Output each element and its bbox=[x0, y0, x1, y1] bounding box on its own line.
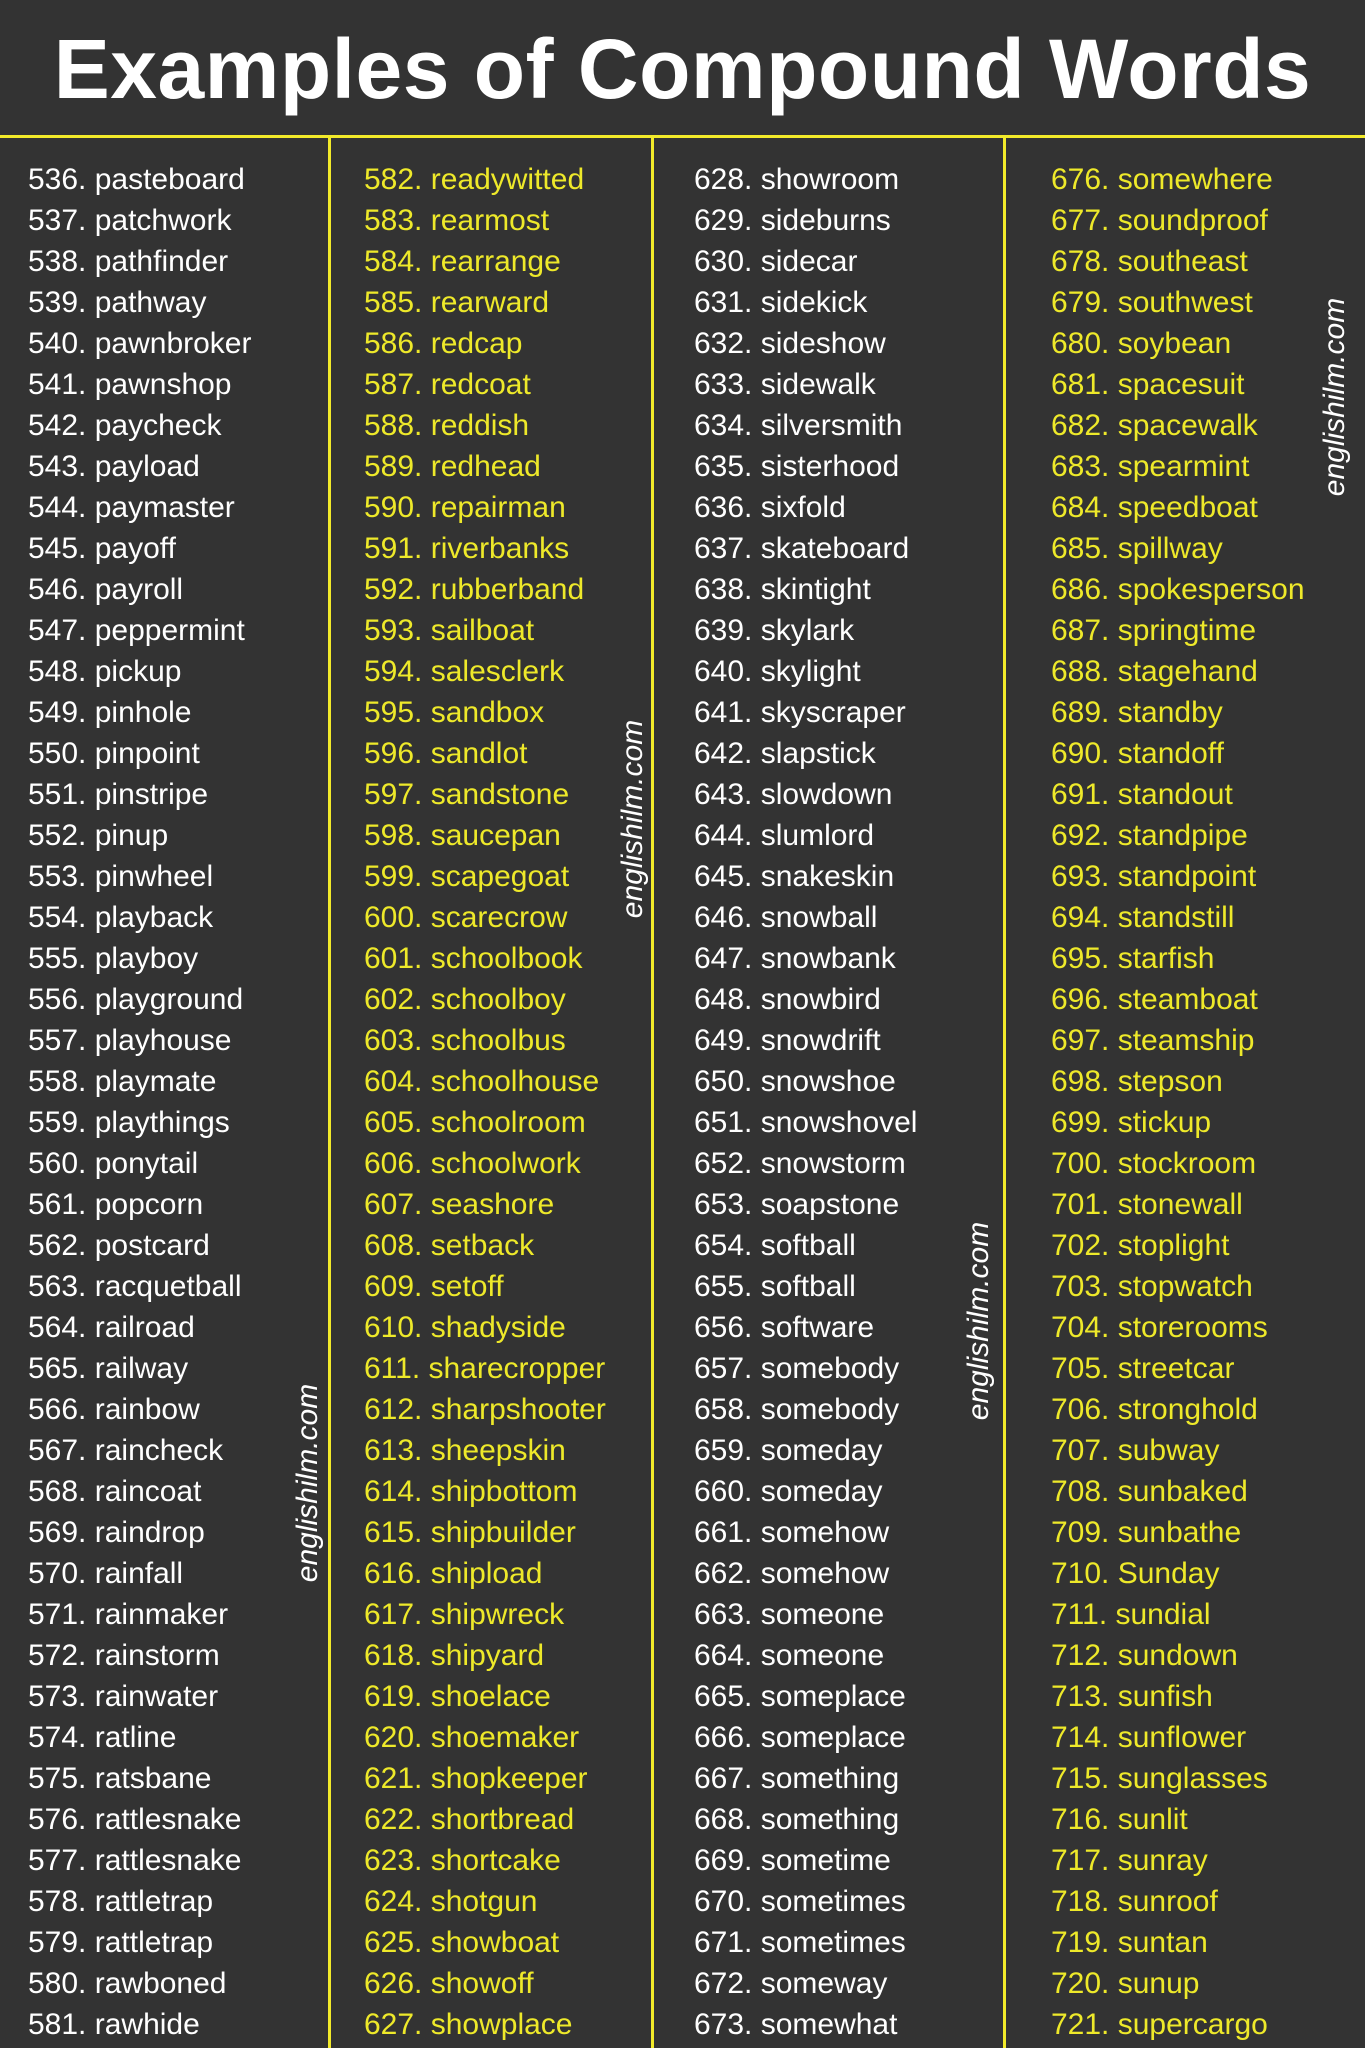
word-list-item: 688. stagehand bbox=[1051, 655, 1258, 688]
word-list-item: 623. shortcake bbox=[364, 1844, 561, 1877]
word-list-item: 684. speedboat bbox=[1051, 491, 1258, 524]
word-list-item: 559. playthings bbox=[28, 1106, 230, 1139]
word-list-item: 558. playmate bbox=[28, 1065, 217, 1098]
word-list-item: 635. sisterhood bbox=[694, 450, 900, 483]
word-list-item: 686. spokesperson bbox=[1051, 573, 1305, 606]
word-list-item: 548. pickup bbox=[28, 655, 182, 688]
word-list-item: 617. shipwreck bbox=[364, 1598, 565, 1631]
word-list-item: 588. reddish bbox=[364, 409, 530, 442]
word-list-item: 704. storerooms bbox=[1051, 1311, 1268, 1344]
word-list-item: 714. sunflower bbox=[1051, 1721, 1247, 1754]
word-list-item: 650. snowshoe bbox=[694, 1065, 896, 1098]
word-list-item: 580. rawboned bbox=[28, 1967, 227, 2000]
word-list-item: 707. subway bbox=[1051, 1434, 1220, 1467]
word-list-item: 660. someday bbox=[694, 1475, 883, 1508]
word-list-item: 605. schoolroom bbox=[364, 1106, 586, 1139]
watermark-text: englishilm.com bbox=[291, 1383, 324, 1583]
word-list-item: 656. software bbox=[694, 1311, 875, 1344]
word-list-item: 555. playboy bbox=[28, 942, 199, 975]
word-list-item: 679. southwest bbox=[1051, 286, 1253, 319]
word-list-item: 720. sunup bbox=[1051, 1967, 1200, 2000]
word-list-item: 706. stronghold bbox=[1051, 1393, 1258, 1426]
word-list-item: 618. shipyard bbox=[364, 1639, 545, 1672]
word-list-item: 689. standby bbox=[1051, 696, 1223, 729]
word-list-item: 568. raincoat bbox=[28, 1475, 202, 1508]
word-list-item: 549. pinhole bbox=[28, 696, 192, 729]
word-list-item: 718. sunroof bbox=[1051, 1885, 1218, 1918]
watermark-text: englishilm.com bbox=[1318, 297, 1351, 497]
word-list-item: 608. setback bbox=[364, 1229, 535, 1262]
word-list-item: 578. rattletrap bbox=[28, 1885, 214, 1918]
word-list-item: 587. redcoat bbox=[364, 368, 531, 401]
word-list-item: 556. playground bbox=[28, 983, 244, 1016]
word-list-item: 671. sometimes bbox=[694, 1926, 906, 1959]
word-list-item: 692. standpipe bbox=[1051, 819, 1248, 852]
word-list-item: 699. stickup bbox=[1051, 1106, 1212, 1139]
word-list-item: 634. silversmith bbox=[694, 409, 903, 442]
word-list-item: 643. slowdown bbox=[694, 778, 893, 811]
word-list-item: 663. someone bbox=[694, 1598, 885, 1631]
word-list-item: 581. rawhide bbox=[28, 2008, 200, 2041]
word-list-item: 667. something bbox=[694, 1762, 900, 1795]
word-list-item: 575. ratsbane bbox=[28, 1762, 212, 1795]
word-list-item: 612. sharpshooter bbox=[364, 1393, 606, 1426]
word-list-item: 572. rainstorm bbox=[28, 1639, 220, 1672]
word-list-item: 687. springtime bbox=[1051, 614, 1257, 647]
word-list-item: 685. spillway bbox=[1051, 532, 1223, 565]
word-list-item: 702. stoplight bbox=[1051, 1229, 1230, 1262]
word-list-item: 658. somebody bbox=[694, 1393, 900, 1426]
word-list-item: 690. standoff bbox=[1051, 737, 1224, 770]
word-list-item: 721. supercargo bbox=[1051, 2008, 1268, 2041]
word-list-item: 621. shopkeeper bbox=[364, 1762, 588, 1795]
word-list-item: 586. redcap bbox=[364, 327, 523, 360]
word-list-item: 678. southeast bbox=[1051, 245, 1248, 278]
word-list-item: 553. pinwheel bbox=[28, 860, 214, 893]
word-list-item: 599. scapegoat bbox=[364, 860, 570, 893]
word-list-item: 657. somebody bbox=[694, 1352, 900, 1385]
word-list-item: 628. showroom bbox=[694, 163, 900, 196]
watermark-text: englishilm.com bbox=[962, 1221, 995, 1421]
word-list-item: 717. sunray bbox=[1051, 1844, 1208, 1877]
word-list-item: 566. rainbow bbox=[28, 1393, 200, 1426]
word-list-item: 711. sundial bbox=[1051, 1598, 1211, 1631]
word-list-item: 551. pinstripe bbox=[28, 778, 209, 811]
word-list-item: 715. sunglasses bbox=[1051, 1762, 1268, 1795]
word-column-1 bbox=[28, 159, 251, 2045]
word-list-item: 691. standout bbox=[1051, 778, 1233, 811]
word-list-item: 682. spacewalk bbox=[1051, 409, 1258, 442]
word-list-item: 600. scarecrow bbox=[364, 901, 568, 934]
word-list-item: 646. snowball bbox=[694, 901, 878, 934]
word-list-item: 630. sidecar bbox=[694, 245, 858, 278]
word-column-4 bbox=[1051, 159, 1305, 2045]
word-list-item: 597. sandstone bbox=[364, 778, 570, 811]
word-list-item: 622. shortbread bbox=[364, 1803, 575, 1836]
word-list-item: 716. sunlit bbox=[1051, 1803, 1188, 1836]
word-list-item: 648. snowbird bbox=[694, 983, 881, 1016]
word-list-item: 591. riverbanks bbox=[364, 532, 570, 565]
word-list-item: 629. sideburns bbox=[694, 204, 891, 237]
word-list-item: 640. skylight bbox=[694, 655, 861, 688]
word-list-item: 633. sidewalk bbox=[694, 368, 876, 401]
word-list-item: 606. schoolwork bbox=[364, 1147, 581, 1180]
word-list-item: 695. starfish bbox=[1051, 942, 1215, 975]
word-list-item: 563. racquetball bbox=[28, 1270, 242, 1303]
word-list-item: 585. rearward bbox=[364, 286, 550, 319]
word-list-item: 544. paymaster bbox=[28, 491, 235, 524]
watermark-text: englishilm.com bbox=[616, 719, 649, 919]
word-list-item: 590. repairman bbox=[364, 491, 566, 524]
word-list-item: 624. shotgun bbox=[364, 1885, 538, 1918]
word-list-item: 642. slapstick bbox=[694, 737, 876, 770]
word-list-item: 693. standpoint bbox=[1051, 860, 1257, 893]
title-divider bbox=[0, 135, 1365, 138]
word-list-item: 666. someplace bbox=[694, 1721, 906, 1754]
word-list-item: 626. showoff bbox=[364, 1967, 534, 2000]
word-list-item: 701. stonewall bbox=[1051, 1188, 1243, 1221]
word-list-item: 570. rainfall bbox=[28, 1557, 184, 1590]
word-list-item: 582. readywitted bbox=[364, 163, 585, 196]
word-list-item: 698. stepson bbox=[1051, 1065, 1223, 1098]
word-list-item: 676. somewhere bbox=[1051, 163, 1273, 196]
word-list-item: 583. rearmost bbox=[364, 204, 550, 237]
word-list-item: 651. snowshovel bbox=[694, 1106, 918, 1139]
word-list-item: 639. skylark bbox=[694, 614, 855, 647]
word-list-item: 598. saucepan bbox=[364, 819, 561, 852]
word-list-item: 594. salesclerk bbox=[364, 655, 565, 688]
word-list-item: 672. someway bbox=[694, 1967, 888, 2000]
word-list-item: 712. sundown bbox=[1051, 1639, 1238, 1672]
word-list-item: 709. sunbathe bbox=[1051, 1516, 1242, 1549]
word-list-item: 619. shoelace bbox=[364, 1680, 551, 1713]
word-list-item: 567. raincheck bbox=[28, 1434, 224, 1467]
word-list-item: 536. pasteboard bbox=[28, 163, 245, 196]
word-list-item: 713. sunfish bbox=[1051, 1680, 1213, 1713]
word-list-item: 645. snakeskin bbox=[694, 860, 895, 893]
word-list-item: 681. spacesuit bbox=[1051, 368, 1245, 401]
word-list-item: 627. showplace bbox=[364, 2008, 573, 2041]
word-list-item: 652. snowstorm bbox=[694, 1147, 906, 1180]
word-list-item: 592. rubberband bbox=[364, 573, 585, 606]
word-list-item: 538. pathfinder bbox=[28, 245, 229, 278]
word-list-item: 539. pathway bbox=[28, 286, 207, 319]
word-list-item: 607. seashore bbox=[364, 1188, 555, 1221]
page-title: Examples of Compound Words bbox=[53, 22, 1312, 116]
word-list-item: 569. raindrop bbox=[28, 1516, 205, 1549]
word-list-item: 577. rattlesnake bbox=[28, 1844, 242, 1877]
word-list-item: 694. standstill bbox=[1051, 901, 1235, 934]
word-list-item: 677. soundproof bbox=[1051, 204, 1268, 237]
word-list-item: 565. railway bbox=[28, 1352, 189, 1385]
word-list-item: 632. sideshow bbox=[694, 327, 886, 360]
word-list-item: 655. softball bbox=[694, 1270, 856, 1303]
word-list-item: 662. somehow bbox=[694, 1557, 890, 1590]
word-list-item: 610. shadyside bbox=[364, 1311, 566, 1344]
word-list-item: 636. sixfold bbox=[694, 491, 846, 524]
word-list-item: 595. sandbox bbox=[364, 696, 545, 729]
word-list-item: 665. someplace bbox=[694, 1680, 906, 1713]
word-column-2 bbox=[364, 159, 606, 2045]
word-list-item: 654. softball bbox=[694, 1229, 856, 1262]
word-list-item: 611. sharecropper bbox=[364, 1352, 606, 1385]
word-list-item: 593. sailboat bbox=[364, 614, 535, 647]
word-list-item: 670. sometimes bbox=[694, 1885, 906, 1918]
word-list-item: 560. ponytail bbox=[28, 1147, 199, 1180]
word-list-item: 603. schoolbus bbox=[364, 1024, 566, 1057]
word-list-item: 557. playhouse bbox=[28, 1024, 232, 1057]
word-list-item: 664. someone bbox=[694, 1639, 885, 1672]
word-list-item: 644. slumlord bbox=[694, 819, 875, 852]
word-list-item: 669. sometime bbox=[694, 1844, 891, 1877]
word-list-item: 647. snowbank bbox=[694, 942, 896, 975]
word-list-item: 680. soybean bbox=[1051, 327, 1232, 360]
word-list-item: 561. popcorn bbox=[28, 1188, 204, 1221]
word-list-item: 550. pinpoint bbox=[28, 737, 200, 770]
word-list-item: 546. payroll bbox=[28, 573, 184, 606]
word-list-item: 625. showboat bbox=[364, 1926, 560, 1959]
word-list-item: 614. shipbottom bbox=[364, 1475, 578, 1508]
word-list-item: 637. skateboard bbox=[694, 532, 910, 565]
word-list-item: 562. postcard bbox=[28, 1229, 210, 1262]
word-list-item: 564. railroad bbox=[28, 1311, 195, 1344]
word-list-item: 649. snowdrift bbox=[694, 1024, 881, 1057]
word-list-item: 615. shipbuilder bbox=[364, 1516, 576, 1549]
word-list-item: 540. pawnbroker bbox=[28, 327, 252, 360]
word-list-item: 703. stopwatch bbox=[1051, 1270, 1253, 1303]
word-list-item: 696. steamboat bbox=[1051, 983, 1258, 1016]
word-column-3 bbox=[694, 159, 917, 2045]
word-list-item: 537. patchwork bbox=[28, 204, 232, 237]
word-list-item: 579. rattletrap bbox=[28, 1926, 214, 1959]
word-list-item: 584. rearrange bbox=[364, 245, 561, 278]
word-list-item: 673. somewhat bbox=[694, 2008, 898, 2041]
word-list-item: 552. pinup bbox=[28, 819, 169, 852]
word-list-item: 641. skyscraper bbox=[694, 696, 906, 729]
word-list-item: 573. rainwater bbox=[28, 1680, 219, 1713]
word-list-item: 554. playback bbox=[28, 901, 214, 934]
word-list-item: 616. shipload bbox=[364, 1557, 543, 1590]
word-list-item: 661. somehow bbox=[694, 1516, 890, 1549]
word-list-item: 697. steamship bbox=[1051, 1024, 1255, 1057]
word-list-item: 653. soapstone bbox=[694, 1188, 900, 1221]
word-list-item: 708. sunbaked bbox=[1051, 1475, 1248, 1508]
word-list-item: 596. sandlot bbox=[364, 737, 528, 770]
word-list-item: 683. spearmint bbox=[1051, 450, 1250, 483]
word-list-item: 576. rattlesnake bbox=[28, 1803, 242, 1836]
word-list-item: 659. someday bbox=[694, 1434, 883, 1467]
column-divider bbox=[651, 138, 654, 2048]
word-list-item: 547. peppermint bbox=[28, 614, 245, 647]
word-list-item: 589. redhead bbox=[364, 450, 541, 483]
column-divider bbox=[328, 138, 331, 2048]
word-list-item: 574. ratline bbox=[28, 1721, 177, 1754]
word-list-item: 710. Sunday bbox=[1051, 1557, 1220, 1590]
column-divider bbox=[1003, 138, 1006, 2048]
word-list-item: 601. schoolbook bbox=[364, 942, 583, 975]
word-list-item: 638. skintight bbox=[694, 573, 871, 606]
word-list-item: 631. sidekick bbox=[694, 286, 868, 319]
word-list-item: 705. streetcar bbox=[1051, 1352, 1235, 1385]
word-list-item: 542. paycheck bbox=[28, 409, 222, 442]
word-list-item: 719. suntan bbox=[1051, 1926, 1208, 1959]
word-list-item: 604. schoolhouse bbox=[364, 1065, 600, 1098]
word-list-item: 613. sheepskin bbox=[364, 1434, 566, 1467]
word-list-item: 700. stockroom bbox=[1051, 1147, 1257, 1180]
word-list-item: 602. schoolboy bbox=[364, 983, 566, 1016]
word-list-item: 543. payload bbox=[28, 450, 200, 483]
word-list-item: 545. payoff bbox=[28, 532, 176, 565]
word-list-item: 571. rainmaker bbox=[28, 1598, 229, 1631]
word-list-item: 541. pawnshop bbox=[28, 368, 232, 401]
word-list-item: 668. something bbox=[694, 1803, 900, 1836]
word-list-item: 609. setoff bbox=[364, 1270, 504, 1303]
word-list-item: 620. shoemaker bbox=[364, 1721, 580, 1754]
